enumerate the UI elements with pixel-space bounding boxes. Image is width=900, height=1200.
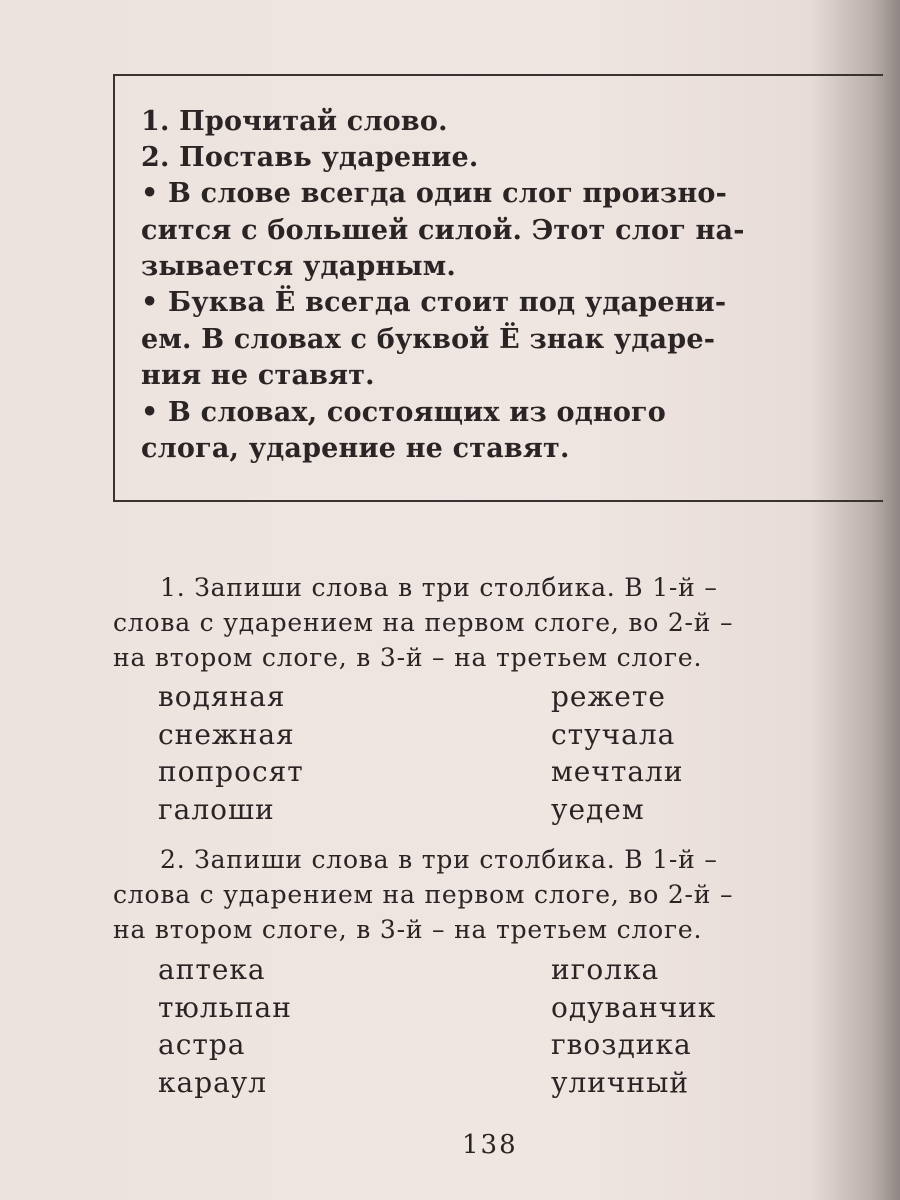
word-left: астра [158, 1028, 246, 1061]
word-left: галоши [158, 793, 275, 826]
exercise-instruction: 2. Запиши слова в три столбика. В 1-й – [160, 845, 718, 874]
word-right: уедем [551, 793, 645, 826]
word-right: гвоздика [551, 1028, 692, 1061]
rule-line: сится с большей силой. Этот слог на- [141, 215, 745, 246]
rule-line: 1. Прочитай слово. [141, 106, 448, 137]
rule-box [113, 74, 883, 502]
word-right: иголка [551, 953, 660, 986]
word-right: мечтали [551, 755, 684, 788]
rule-line: ния не ставят. [141, 360, 375, 391]
word-right: режете [551, 680, 666, 713]
word-right: одуванчик [551, 991, 717, 1024]
word-right: стучала [551, 718, 676, 751]
rule-line: зывается ударным. [141, 251, 456, 282]
exercise-instruction: на втором слоге, в 3-й – на третьем слоге. [113, 643, 703, 672]
word-right: уличный [551, 1066, 690, 1099]
rule-line: • В слове всегда один слог произно- [141, 178, 728, 209]
exercise-instruction: слова с ударением на первом слоге, во 2-й – [113, 880, 734, 909]
exercise-instruction: слова с ударением на первом слоге, во 2-й – [113, 608, 734, 637]
rule-line: 2. Поставь ударение. [141, 142, 479, 173]
page-number: 138 [462, 1130, 518, 1160]
word-left: попросят [158, 755, 304, 788]
exercise-instruction: на втором слоге, в 3-й – на третьем слоге. [113, 915, 703, 944]
rule-line: ем. В словах с буквой Ё знак ударе- [141, 324, 716, 355]
word-left: водяная [158, 680, 286, 713]
rule-line: • Буква Ё всегда стоит под ударени- [141, 287, 727, 318]
word-left: караул [158, 1066, 268, 1099]
word-left: снежная [158, 718, 295, 751]
rule-line: • В словах, состоящих из одного [141, 397, 667, 428]
rule-line: слога, ударение не ставят. [141, 433, 570, 464]
word-left: аптека [158, 953, 266, 986]
exercise-instruction: 1. Запиши слова в три столбика. В 1-й – [160, 573, 718, 602]
word-left: тюльпан [158, 991, 292, 1024]
